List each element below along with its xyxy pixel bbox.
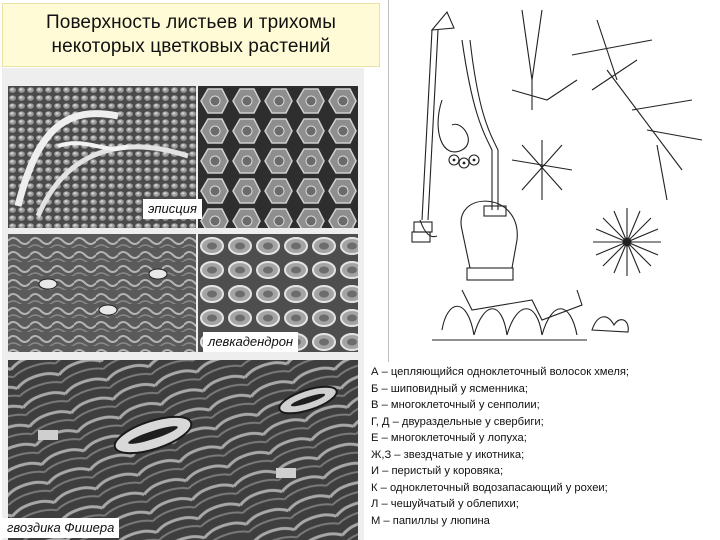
trichome-drawing-image xyxy=(392,0,720,362)
divider xyxy=(388,0,389,362)
legend-item: Е – многоклеточный у лопуха; xyxy=(371,432,527,444)
micrograph-d xyxy=(8,360,358,540)
legend-item: Б – шиповидный у ясменника; xyxy=(371,382,528,395)
micrograph-b-image xyxy=(198,86,358,228)
legend-item: К – одноклеточный водозапасающий у рохеи; xyxy=(371,481,608,494)
title-line-2: некоторых цветковых растений xyxy=(51,36,331,57)
title-line-1: Поверхность листьев и трихомы xyxy=(46,12,336,33)
micrograph-v xyxy=(8,234,196,352)
label-episcia: эписция xyxy=(143,199,202,219)
micrograph-d-image xyxy=(8,360,358,540)
legend-item: Г, Д – двураздельные у свербиги; xyxy=(371,415,544,428)
legend-item: И – перистый у коровяка; xyxy=(371,465,504,477)
label-leucadendron: левкадендрон xyxy=(203,332,298,352)
legend-item: В – многоклеточный у сенполии; xyxy=(371,399,540,411)
legend-item: Ж,З – звездчатые у икотника; xyxy=(371,448,525,461)
label-dianthus: гвоздика Фишера xyxy=(2,518,119,538)
legend-item: М – папиллы у люпина xyxy=(371,514,490,527)
legend xyxy=(371,364,716,529)
legend-item: А – цепляющийся одноклеточный волосок хмеля; xyxy=(371,366,630,378)
slide-title xyxy=(2,3,380,67)
legend-item: Л – чешуйчатый у облепихи; xyxy=(371,498,519,510)
micrograph-b xyxy=(198,86,358,228)
trichome-drawing xyxy=(392,0,720,362)
micrograph-v-image xyxy=(8,234,196,352)
micrograph-sheet xyxy=(2,68,364,540)
